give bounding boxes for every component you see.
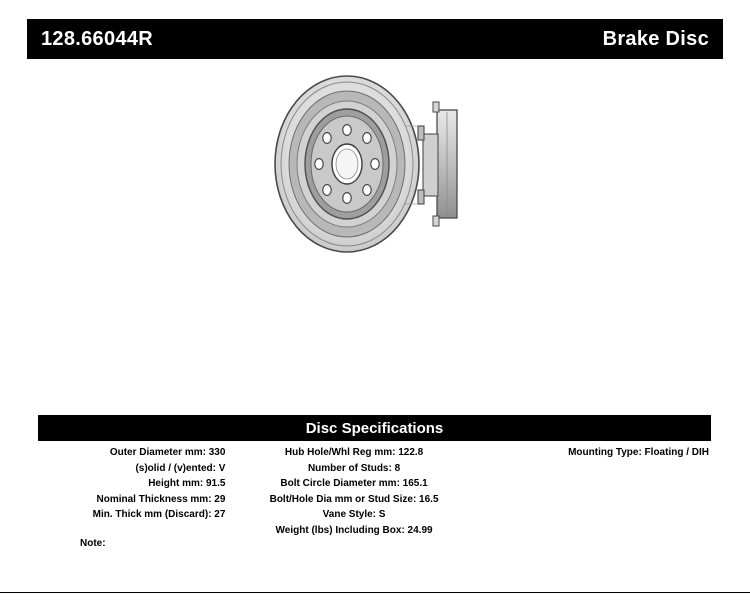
spec-row: Min. Thick mm (Discard): 27	[92, 509, 226, 520]
spec-column-left	[38, 445, 229, 523]
spec-column-middle	[229, 445, 478, 538]
spec-row: Hub Hole/Whl Reg mm: 122.8	[284, 447, 424, 458]
spec-row: Number of Studs: 8	[307, 462, 401, 474]
spec-row: Outer Diameter mm: 330	[109, 447, 226, 458]
disc-specifications-title: Disc Specifications	[38, 415, 711, 441]
note-label: Note:	[80, 538, 106, 549]
spec-row: Bolt Circle Diameter mm: 165.1	[280, 478, 428, 489]
spec-row: (s)olid / (v)ented: V	[135, 462, 226, 474]
product-type-label: Brake Disc	[602, 27, 709, 50]
disc-specifications-table	[38, 445, 711, 538]
part-number: 128.66044R	[41, 27, 153, 50]
spec-column-right	[479, 445, 711, 461]
spec-row: Mounting Type: Floating / DIH	[568, 447, 709, 458]
spec-row: Vane Style: S	[322, 509, 386, 520]
header-bar	[27, 19, 723, 59]
spec-row: Nominal Thickness mm: 29	[96, 493, 226, 505]
spec-row: Bolt/Hole Dia mm or Stud Size: 16.5	[269, 493, 439, 505]
bottom-divider	[0, 592, 750, 593]
spec-row: Weight (lbs) Including Box: 24.99	[275, 524, 433, 536]
spec-row: Height mm: 91.5	[148, 478, 226, 489]
brake-rotor-illustration	[255, 72, 505, 272]
rotor-drawing-svg	[255, 72, 505, 272]
